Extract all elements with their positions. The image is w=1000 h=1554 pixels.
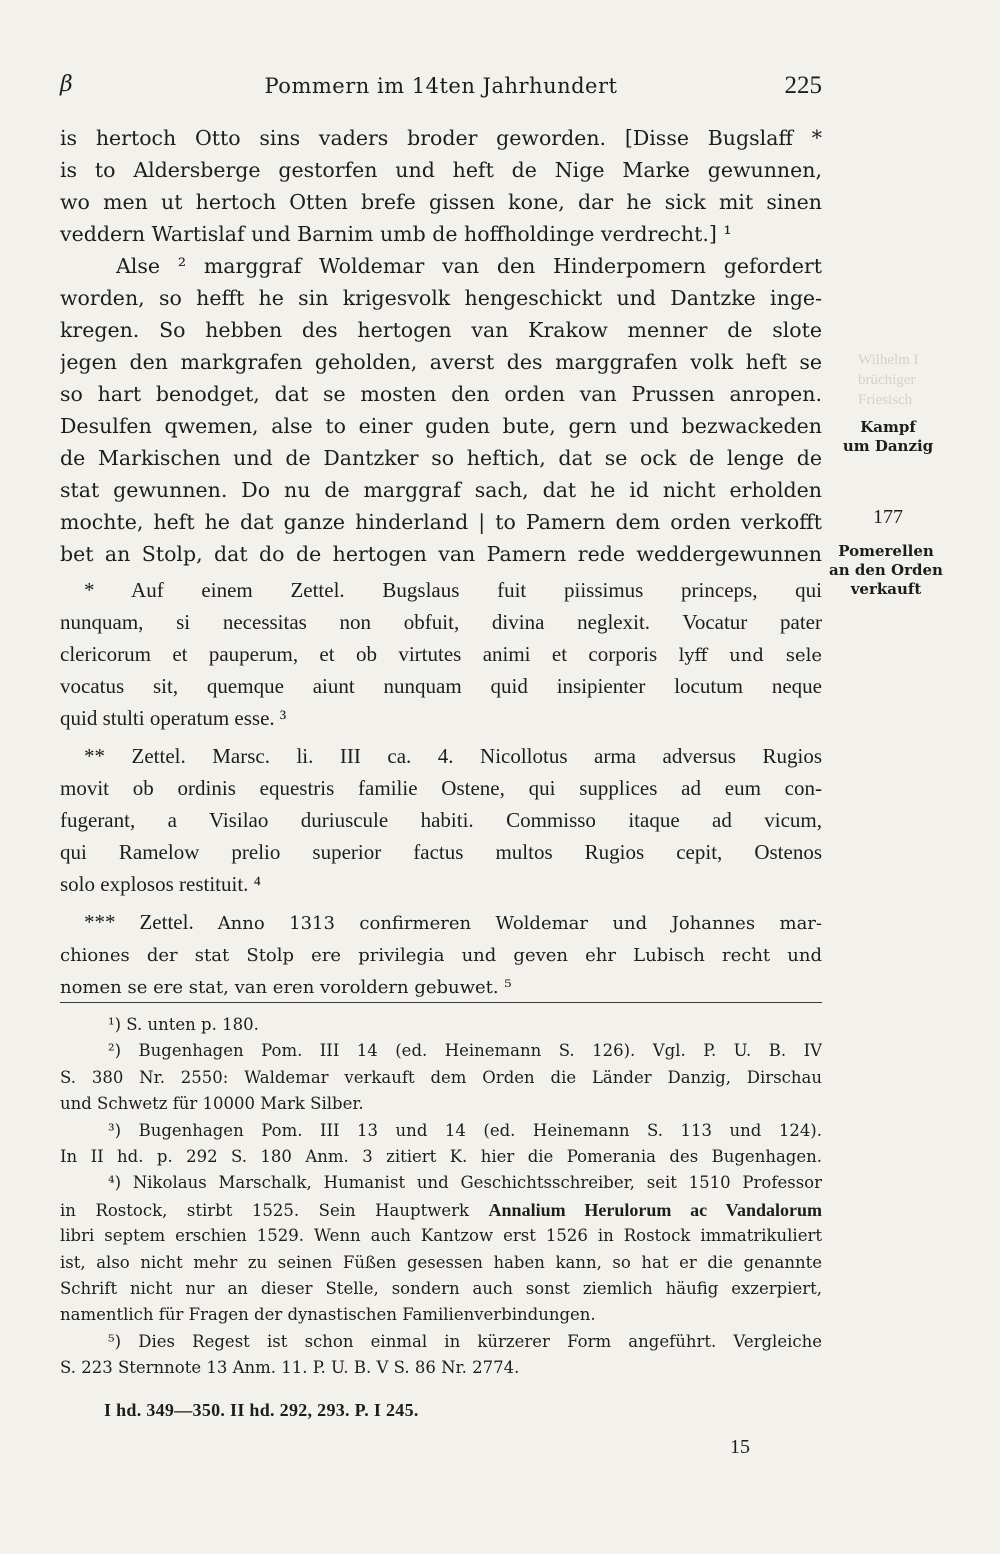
bleed-line: Wilhelm I xyxy=(858,352,919,368)
margin-line: verkauft xyxy=(850,580,922,598)
text-line: kregen. So hebben des hertogen van Krakow menner de slote xyxy=(60,318,822,342)
margin-number: 177 xyxy=(873,506,903,528)
note-line: * Auf einem Zettel. Bugslaus fuit piissimus princeps, qui xyxy=(84,578,822,602)
note-line xyxy=(60,970,822,1002)
footnote-line: S. 380 Nr. 2550: Waldemar verkauft dem Orden die Länder Danzig, Dirschau xyxy=(60,1067,822,1087)
note-line: movit ob ordinis equestris familie Ostene, qui supplices ad eum con- xyxy=(60,776,822,800)
page-number: 225 xyxy=(784,72,822,99)
text-line: mochte, heft he dat ganze hinderland | to Pamern dem orden verkofft xyxy=(60,510,822,534)
note-line xyxy=(60,638,822,670)
text-line: de Markischen und de Dantzker so heftich, dat se ock de lenge de xyxy=(60,446,822,470)
note-line: nunquam, si necessitas non obfuit, divina neglexit. Vocatur pater xyxy=(60,610,822,634)
text-line: bet an Stolp, dat do de hertogen van Pamern rede weddergewunnen xyxy=(60,542,822,566)
footnote-line: Schrift nicht nur an dieser Stelle, sondern auch sonst ziemlich häufig exzerpiert, xyxy=(60,1278,822,1298)
footnote-line: ⁴) Nikolaus Marschalk, Humanist und Geschichtsschreiber, seit 1510 Professor xyxy=(108,1173,822,1193)
margin-line: um Danzig xyxy=(842,437,934,455)
margin-line: Kampf xyxy=(860,418,916,436)
note-line: vocatus sit, quemque aiunt nunquam quid insipienter locutum neque xyxy=(60,674,822,698)
text-line: jegen den markgrafen geholden, averst des marggrafen volk heft se xyxy=(60,350,822,374)
main-text xyxy=(60,122,822,570)
sheet-signature: 15 xyxy=(730,1436,750,1458)
text-line: is to Aldersberge gestorfen und heft de Nige Marke gewunnen, xyxy=(60,158,822,182)
text-line: Desulfen qwemen, alse to einer guden bute, gern und bezwackeden xyxy=(60,414,822,438)
note-line xyxy=(60,906,822,938)
star-notes xyxy=(60,574,822,1002)
note-line: quid stulti operatum esse. ³ xyxy=(60,706,287,730)
bleed-line: brüchiger xyxy=(858,372,916,388)
footnote-line: In II hd. p. 292 S. 180 Anm. 3 zitiert K. hier die Pomerania des Bugenhagen. xyxy=(60,1146,822,1166)
text-line: Alse ² marggraf Woldemar van den Hinderpomern gefordert xyxy=(116,254,822,278)
note-prefix: *** Zettel. xyxy=(84,910,194,934)
text-line: stat gewunnen. Do nu de marggraf sach, dat he id nicht erholden xyxy=(60,478,822,502)
note-line: ** Zettel. Marsc. li. III ca. 4. Nicollotus arma adversus Rugios xyxy=(84,744,822,768)
note-line xyxy=(60,938,822,970)
note-line-part: Anno 1313 confirmeren Woldemar und Johannes mar- xyxy=(217,913,822,934)
signature-mark: β xyxy=(60,72,73,97)
footnotes xyxy=(60,1012,822,1381)
note-line-part: clericorum et pauperum, et ob virtutes animi et corporis xyxy=(60,642,658,666)
running-title: Pommern im 14ten Jahrhundert xyxy=(264,74,618,98)
note-line: fugerant, a Visilao duriuscule habiti. Commisso itaque ad vicum, xyxy=(60,808,822,832)
margin-note-kampf xyxy=(836,418,940,456)
margin-note-pomerellen xyxy=(818,542,954,599)
footnote-line: ²) Bugenhagen Pom. III 14 (ed. Heinemann S. 126). Vgl. P. U. B. IV xyxy=(108,1041,822,1061)
text-line: so hart benodget, dat se mosten den orden van Prussen anropen. xyxy=(60,382,822,406)
source-reference: I hd. 349—350. II hd. 292, 293. P. I 245. xyxy=(104,1400,419,1420)
margin-line: an den Orden xyxy=(829,561,943,579)
footnote-line-part: in Rostock, stirbt 1525. Sein Hauptwerk xyxy=(60,1200,469,1220)
note-line: solo explosos restituit. ⁴ xyxy=(60,872,261,896)
footnote-line: ¹) S. unten p. 180. xyxy=(108,1015,259,1034)
footnote-line: libri septem erschien 1529. Wenn auch Kantzow erst 1526 in Rostock immatrikuliert xyxy=(60,1226,822,1246)
footnote-line: und Schwetz für 10000 Mark Silber. xyxy=(60,1094,364,1114)
footnote-line xyxy=(60,1197,822,1223)
text-line: is hertoch Otto sins vaders broder geworden. [Disse Bugslaff * xyxy=(60,126,822,150)
footnote-line: namentlich für Fragen der dynastischen Familienverbindungen. xyxy=(60,1305,596,1325)
footnote-line: ³) Bugenhagen Pom. III 13 und 14 (ed. Heinemann S. 113 und 124). xyxy=(108,1120,822,1140)
running-header xyxy=(60,72,822,104)
footnote-line: S. 223 Sternnote 13 Anm. 11. P. U. B. V S. 86 Nr. 2774. xyxy=(60,1358,520,1378)
note-line: qui Ramelow prelio superior factus multos Rugios cepit, Ostenos xyxy=(60,840,822,864)
note-line-part: chiones der stat Stolp ere privilegia und geven ehr Lubisch recht und xyxy=(60,945,822,966)
footnote-line: ist, also nicht mehr zu seinen Füßen gesessen haben kann, so hat er die genannte xyxy=(60,1252,822,1272)
margin-line: Pomerellen xyxy=(838,542,934,560)
bleed-line: Friesisch xyxy=(858,392,913,408)
note-line-part: nomen se ere stat, van eren voroldern gebuwet. ⁵ xyxy=(60,977,512,998)
bleed-through-text xyxy=(858,350,919,410)
text-line: veddern Wartislaf und Barnim umb de hoffholdinge verdrecht.] ¹ xyxy=(60,222,732,246)
text-line: worden, so hefft he sin krigesvolk hengeschickt und Dantzke inge- xyxy=(60,286,822,310)
fraktur-phrase: lyff und sele xyxy=(678,645,822,666)
work-title: Annalium Herulorum ac Vandalorum xyxy=(488,1199,822,1220)
footnote-divider xyxy=(60,1002,822,1003)
text-line: wo men ut hertoch Otten brefe gissen kone, dar he sick mit sinen xyxy=(60,190,822,214)
footnote-line: ⁵) Dies Regest ist schon einmal in kürzerer Form angeführt. Vergleiche xyxy=(108,1331,822,1351)
